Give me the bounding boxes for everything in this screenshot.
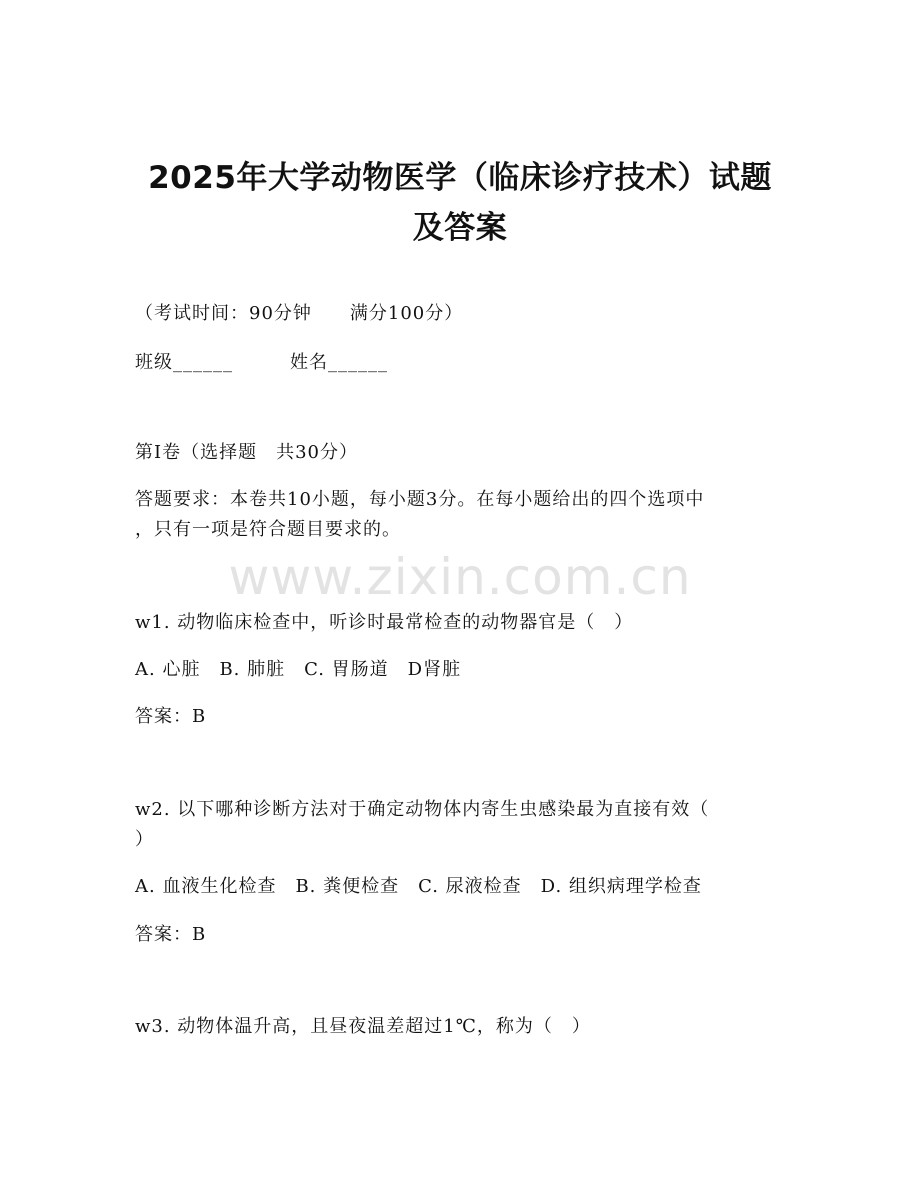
question-1-answer: 答案：B — [135, 706, 207, 727]
watermark: www.zixin.com.cn — [228, 548, 692, 606]
document-title-line-2: 及答案 — [412, 210, 508, 246]
class-name-line: 班级______ 姓名______ — [135, 352, 388, 373]
question-2-options: A. 血液生化检查 B. 粪便检查 C. 尿液检查 D. 组织病理学检查 — [135, 876, 702, 897]
instructions-line-2: ，只有一项是符合题目要求的。 — [135, 519, 401, 540]
question-1-options: A. 心脏 B. 肺脏 C. 胃肠道 D肾脏 — [135, 659, 462, 680]
instructions-line-1: 答题要求：本卷共10小题，每小题3分。在每小题给出的四个选项中 — [135, 489, 705, 510]
exam-info: （考试时间：90分钟 满分100分） — [135, 303, 464, 324]
question-1-stem: w1. 动物临床检查中，听诊时最常检查的动物器官是（ ） — [135, 612, 634, 633]
question-2-stem-line-1: w2. 以下哪种诊断方法对于确定动物体内寄生虫感染最为直接有效（ — [135, 799, 710, 820]
question-2-stem-line-2: ） — [135, 829, 154, 850]
question-3-stem: w3. 动物体温升高，且昼夜温差超过1℃，称为（ ） — [135, 1016, 591, 1037]
question-2-answer: 答案：B — [135, 924, 207, 945]
section-header: 第I卷（选择题 共30分） — [135, 442, 359, 463]
document-title-line-1: 2025年大学动物医学（临床诊疗技术）试题 — [148, 160, 772, 196]
